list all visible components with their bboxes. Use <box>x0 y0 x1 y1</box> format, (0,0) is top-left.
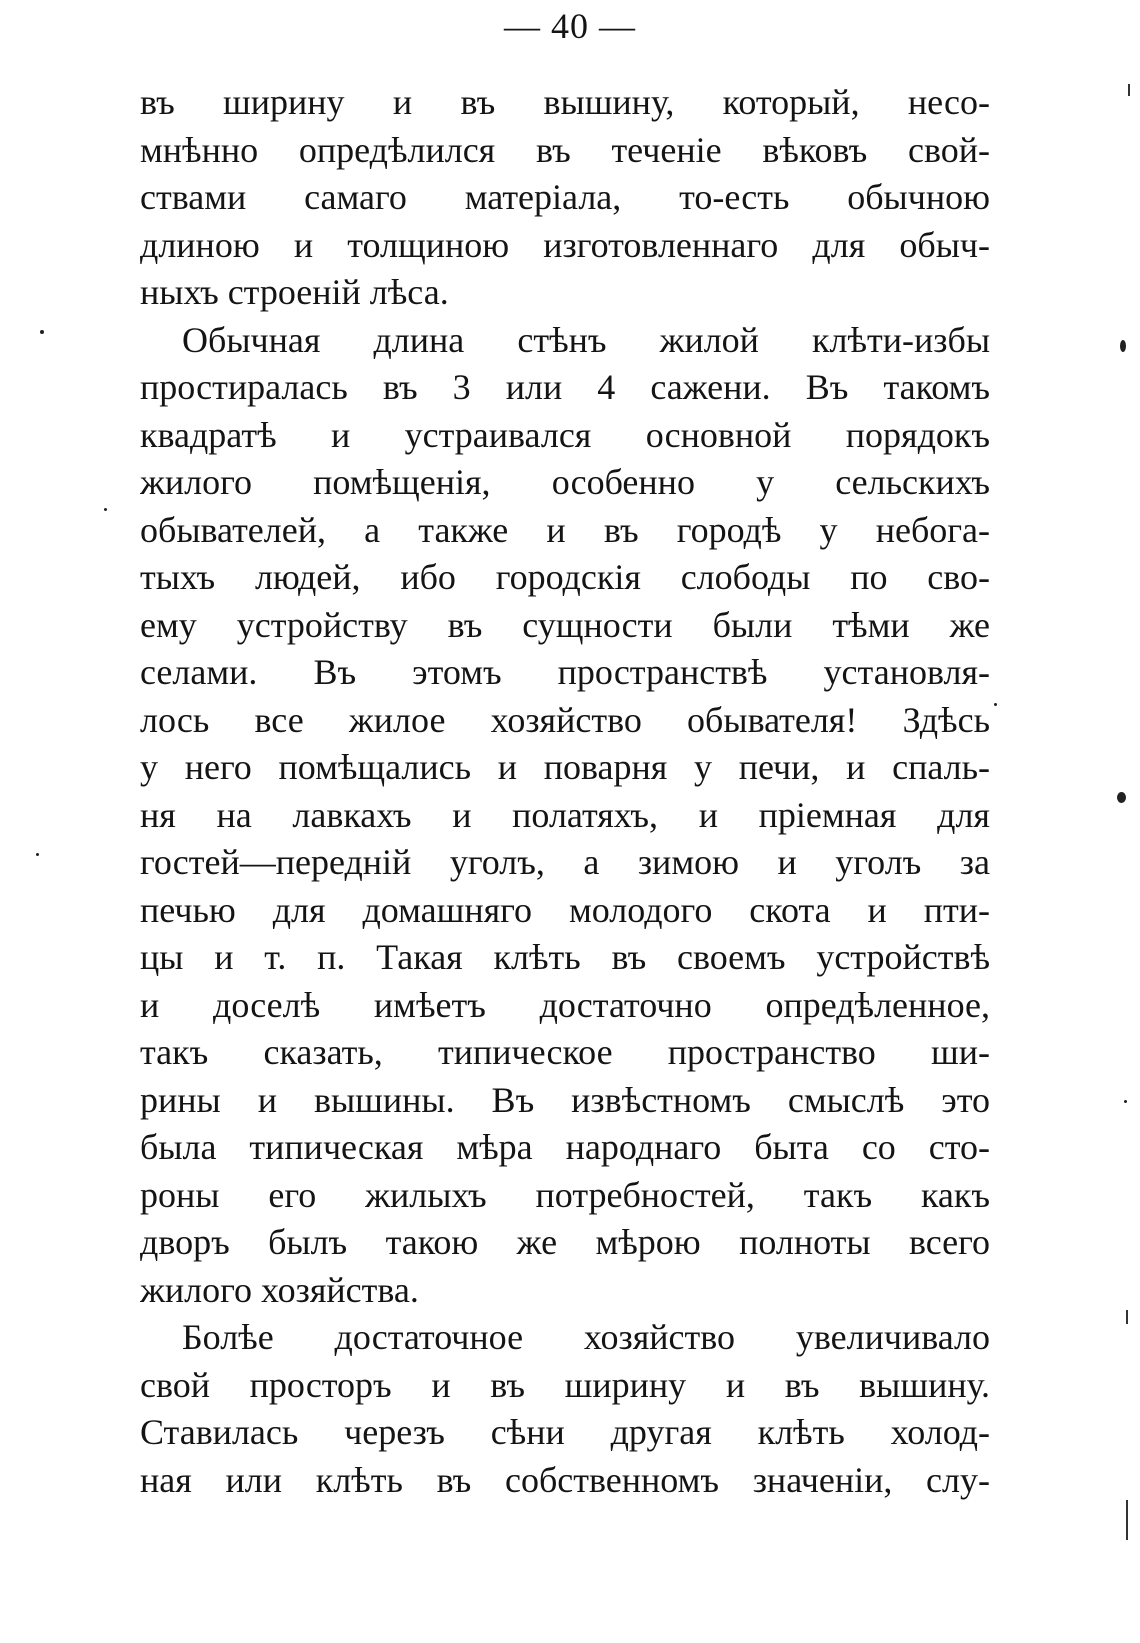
page-number: — 40 — <box>504 6 636 46</box>
text-line: гостей—передній уголъ, а зимою и уголъ за <box>140 842 990 882</box>
text-line: въ ширину и въ вышину, который, несо- <box>140 82 990 122</box>
text-line: Обычная длина стѣнъ жилой клѣти-избы <box>182 319 990 360</box>
text-line: длиною и толщиною изготовленнаго для обыч- <box>140 224 990 265</box>
scan-speck <box>104 508 107 511</box>
text-line: Болѣе достаточное хозяйство увеличивало <box>182 1317 990 1357</box>
text-line: квадратѣ и устраивался основной порядокъ <box>140 414 990 455</box>
paragraph <box>140 79 990 317</box>
text-line: селами. Въ этомъ пространствѣ установля- <box>140 652 990 692</box>
text-line: такъ сказать, типическое пространство ши- <box>140 1032 990 1072</box>
text-line: простиралась въ 3 или 4 сажени. Въ такомъ <box>140 367 990 407</box>
text-line: печью для домашняго молодого скота и пти- <box>140 889 990 930</box>
text-line: ня на лавкахъ и полатяхъ, и пріемная для <box>140 794 990 835</box>
edge-mark <box>1126 1500 1128 1540</box>
text-line: тыхъ людей, ибо городскія слободы по сво- <box>140 557 990 597</box>
edge-mark <box>1128 84 1130 96</box>
text-line: у него помѣщались и поварня у печи, и спаль- <box>140 747 990 787</box>
paragraph <box>140 1314 990 1504</box>
text-line: свой просторъ и въ ширину и въ вышину. <box>140 1364 990 1405</box>
body-text <box>140 79 990 1504</box>
scan-speck <box>994 703 997 706</box>
text-line: ныхъ строеній лѣса. <box>140 272 449 312</box>
edge-mark <box>1126 1310 1128 1324</box>
scan-speck <box>1120 340 1126 352</box>
text-line: и доселѣ имѣетъ достаточно опредѣленное, <box>140 984 990 1025</box>
text-line: жилого хозяйства. <box>140 1269 419 1310</box>
text-line: мнѣнно опредѣлился въ теченіе вѣковъ свой- <box>140 129 990 170</box>
text-line: ствами самаго матеріала, то-есть обычною <box>140 177 990 217</box>
scan-speck <box>36 853 39 856</box>
text-line: обывателей, а также и въ городѣ у небога- <box>140 509 990 550</box>
text-line: была типическая мѣра народнаго быта со сто- <box>140 1127 990 1167</box>
text-line: жилого помѣщенія, особенно у сельскихъ <box>140 462 990 502</box>
text-line: дворъ былъ такою же мѣрою полноты всего <box>140 1222 990 1262</box>
text-line: цы и т. п. Такая клѣть въ своемъ устройствѣ <box>140 937 990 977</box>
text-line: лось все жилое хозяйство обывателя! Здѣсь <box>140 699 990 740</box>
text-line: ему устройству въ сущности были тѣми же <box>140 604 990 645</box>
scan-speck <box>1117 792 1126 803</box>
scan-speck <box>1124 1100 1127 1103</box>
text-line: роны его жилыхъ потребностей, такъ какъ <box>140 1174 990 1215</box>
text-line: рины и вышины. Въ извѣстномъ смыслѣ это <box>140 1079 990 1120</box>
text-line: ная или клѣть въ собственномъ значеніи, слу- <box>140 1459 990 1500</box>
paragraph <box>140 317 990 1315</box>
text-line: Ставилась черезъ сѣни другая клѣть холод- <box>140 1412 990 1452</box>
scan-speck <box>40 330 44 334</box>
